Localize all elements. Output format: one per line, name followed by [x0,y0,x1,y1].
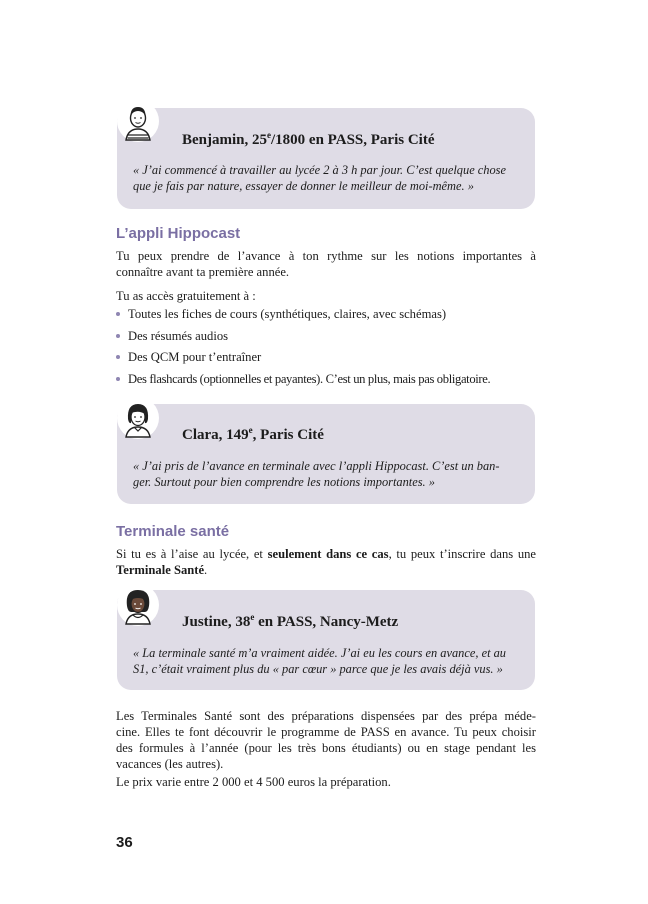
bullet-icon [116,355,120,359]
boy-avatar-icon [117,100,159,142]
section-heading-terminale: Terminale santé [116,523,230,540]
hippocast-access-text: Tu as accès gratuitement à : [116,289,256,303]
closing-paragraph: Les Terminales Santé sont des préparations dispensées par des prépa méde- cine. Elles te font découvrir le programme de PASS en avance. Tu peux choisir des formules à l’année (pour les très bons étudiants) ou en stage pendant les vacances (les autres). [116,709,536,771]
page-number: 36 [116,834,133,851]
testimonial-quote-justine: « La terminale santé m’a vraiment aidée. J’ai eu les cours en avance, et au S1, c’était vraiment plus du « par cœur » parce que je les avais déjà vus. » [133,646,507,676]
list-item: Des résumés audios [116,329,546,344]
list-item: Toutes les fiches de cours (synthétiques, claires, avec schémas) [116,307,546,322]
avatar-benjamin [117,100,159,142]
testimonial-name-justine: Justine, 38e en PASS, Nancy-Metz [182,612,399,630]
testimonial-quote-clara: « J’ai pris de l’avance en terminale avec l’appli Hippocast. C’est un ban- ger. Surtout pour bien comprendre les notions importantes. » [133,459,500,489]
testimonial-name-clara: Clara, 149e, Paris Cité [182,425,324,443]
testimonial-name-benjamin: Benjamin, 25e/1800 en PASS, Paris Cité [182,130,435,148]
hippocast-intro: Tu peux prendre de l’avance à ton rythme sur les notions importantes à connaître avant ta première année. [116,249,536,279]
bullet-icon [116,377,120,381]
bullet-icon [116,334,120,338]
avatar-clara [117,397,159,439]
bullet-icon [116,312,120,316]
terminale-paragraph: Si tu es à l’aise au lycée, et seulement dans ce cas, tu peux t’inscrire dans une Terminale Santé. [116,547,536,577]
list-item: Des flashcards (optionnelles et payantes). C’est un plus, mais pas obligatoire. [116,372,546,387]
girl-curly-avatar-icon [117,584,159,626]
testimonial-quote-benjamin: « J’ai commencé à travailler au lycée 2 à 3 h par jour. C’est quelque chose que je fais par nature, essayer de donner le meilleur de moi-même. » [133,163,507,193]
section-heading-hippocast: L’appli Hippocast [116,225,241,242]
girl-avatar-icon [117,397,159,439]
price-paragraph: Le prix varie entre 2 000 et 4 500 euros la préparation. [116,775,391,789]
list-item: Des QCM pour t’entraîner [116,350,546,365]
avatar-justine [117,584,159,626]
